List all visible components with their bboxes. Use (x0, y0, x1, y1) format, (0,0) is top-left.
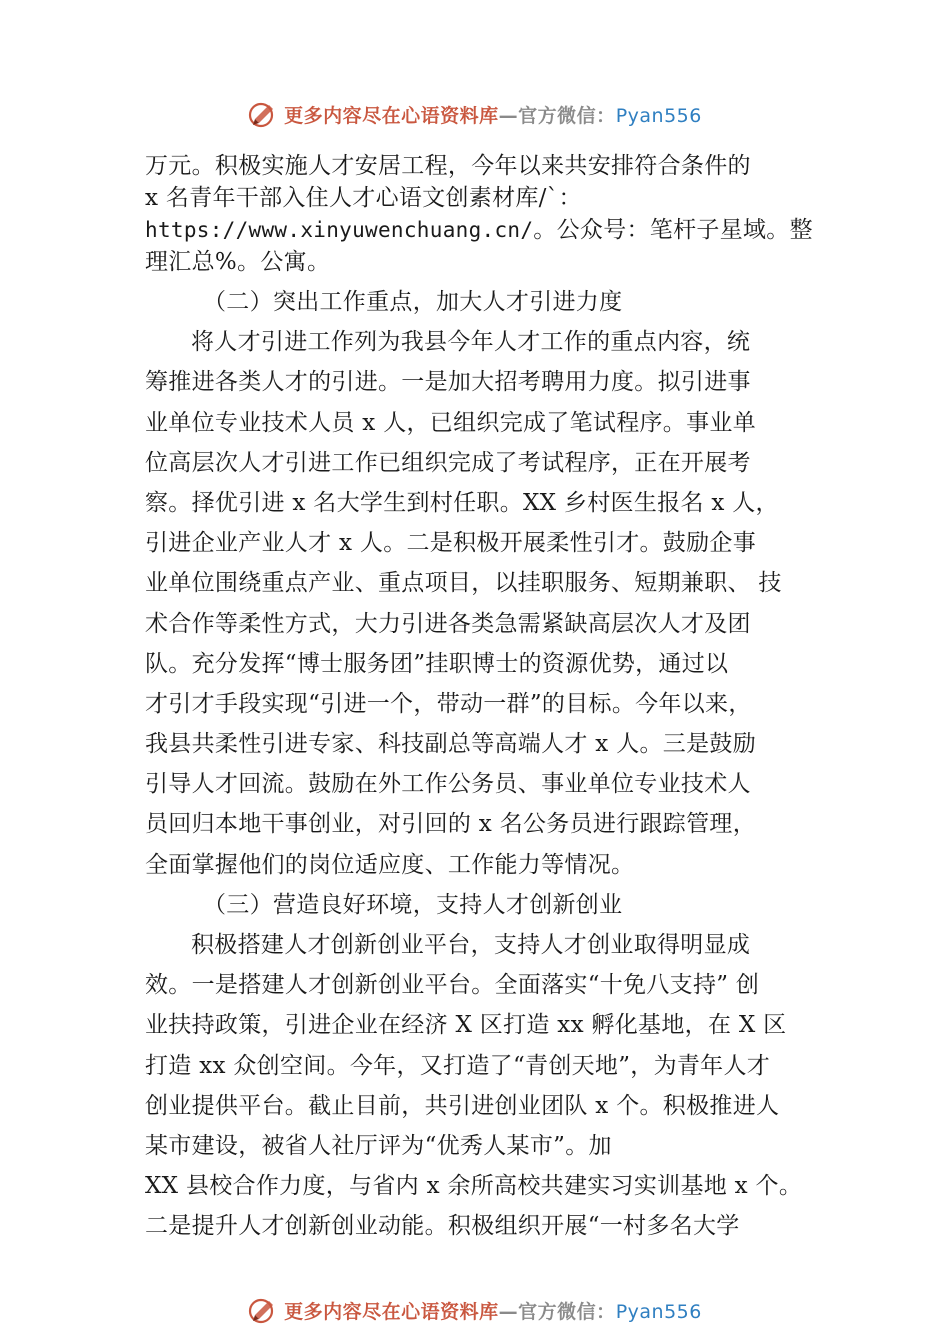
text-line: 引导人才回流。鼓励在外工作公务员、事业单位专业技术人 (145, 771, 751, 798)
text-line: XX 县校合作力度，与省内 x 余所高校共建实习实训基地 x 个。 (145, 1173, 803, 1200)
text-line: 打造 xx 众创空间。今年，又打造了“青创天地”，为青年人才 (145, 1052, 771, 1079)
footer-watermark (0, 1290, 950, 1330)
watermark-main: 更多内容尽在心语资料库 (284, 1300, 499, 1323)
text-line: 创业提供平台。截止目前，共引进创业团队 x 个。积极推进人 (145, 1092, 780, 1119)
watermark-separator: —官方微信： (498, 1300, 616, 1323)
text-line: 筹推进各类人才的引进。一是加大招考聘用力度。拟引进事 (145, 369, 751, 396)
text-line: 将人才引进工作列为我县今年人才工作的重点内容，统 (191, 329, 751, 356)
text-line (145, 214, 835, 246)
text-line: 业单位专业技术人员 x 人，已组织完成了笔试程序。事业单 (145, 409, 756, 436)
text-line: 才引才手段实现“引进一个，带动一群”的目标。今年以来， (145, 690, 752, 717)
text-fragment: 。公众号：笔杆子星域。整 (533, 217, 813, 243)
text-line: 引进企业产业人才 x 人。二是积极开展柔性引才。鼓励企事 (145, 530, 756, 557)
text-line: 察。择优引进 x 名大学生到村任职。XX 乡村医生报名 x 人， (145, 489, 779, 516)
watermark-wechat-id: Pyan556 (615, 1300, 702, 1323)
text-line: 某市建设，被省人社厅评为“优秀人某市”。加 (145, 1132, 612, 1159)
section-heading: （三）营造良好环境，支持人才创新创业 (203, 891, 623, 918)
watermark-main: 更多内容尽在心语资料库 (284, 104, 499, 127)
source-url: https://www.xinyuwenchuang.cn/ (145, 218, 534, 242)
text-line: 员回归本地干事创业，对引回的 x 名公务员进行跟踪管理， (145, 811, 756, 838)
watermark-text (284, 1297, 702, 1324)
text-line: 业扶持政策，引进企业在经济 X 区打造 xx 孵化基地，在 X 区 (145, 1012, 787, 1039)
text-line: 万元。积极实施人才安居工程，今年以来共安排符合条件的 (145, 153, 751, 179)
watermark-wechat-id: Pyan556 (615, 104, 702, 127)
text-line: 我县共柔性引进专家、科技副总等高端人才 x 人。三是鼓励 (145, 731, 756, 758)
watermark-text (284, 101, 702, 128)
text-line: 效。一是搭建人才创新创业平台。全面落实“十免八支持” 创 (145, 972, 760, 999)
text-line: 队。充分发挥“博士服务团”挂职博士的资源优势，通过以 (145, 650, 729, 677)
text-line: 术合作等柔性方式，大力引进各类急需紧缺高层次人才及团 (145, 610, 751, 637)
section-heading: （二）突出工作重点，加大人才引进力度 (203, 289, 623, 315)
pen-logo-icon (248, 99, 278, 129)
text-line: 二是提升人才创新创业动能。积极组织开展“一村多名大学 (145, 1213, 740, 1240)
text-line: x 名青年干部入住人才心语文创素材库/`： (145, 185, 582, 211)
text-line: 积极搭建人才创新创业平台，支持人才创业取得明显成 (191, 932, 751, 958)
watermark-separator: —官方微信： (498, 104, 616, 127)
header-watermark (0, 94, 950, 134)
text-line: 业单位围绕重点产业、重点项目，以挂职服务、短期兼职、 技 (145, 570, 782, 597)
text-line: 位高层次人才引进工作已组织完成了考试程序，正在开展考 (145, 449, 751, 476)
pen-logo-icon (248, 1295, 278, 1325)
text-line: 全面掌握他们的岗位适应度、工作能力等情况。 (145, 851, 635, 878)
document-body (145, 150, 835, 1247)
text-line: 理汇总%。公寓。 (145, 249, 331, 275)
